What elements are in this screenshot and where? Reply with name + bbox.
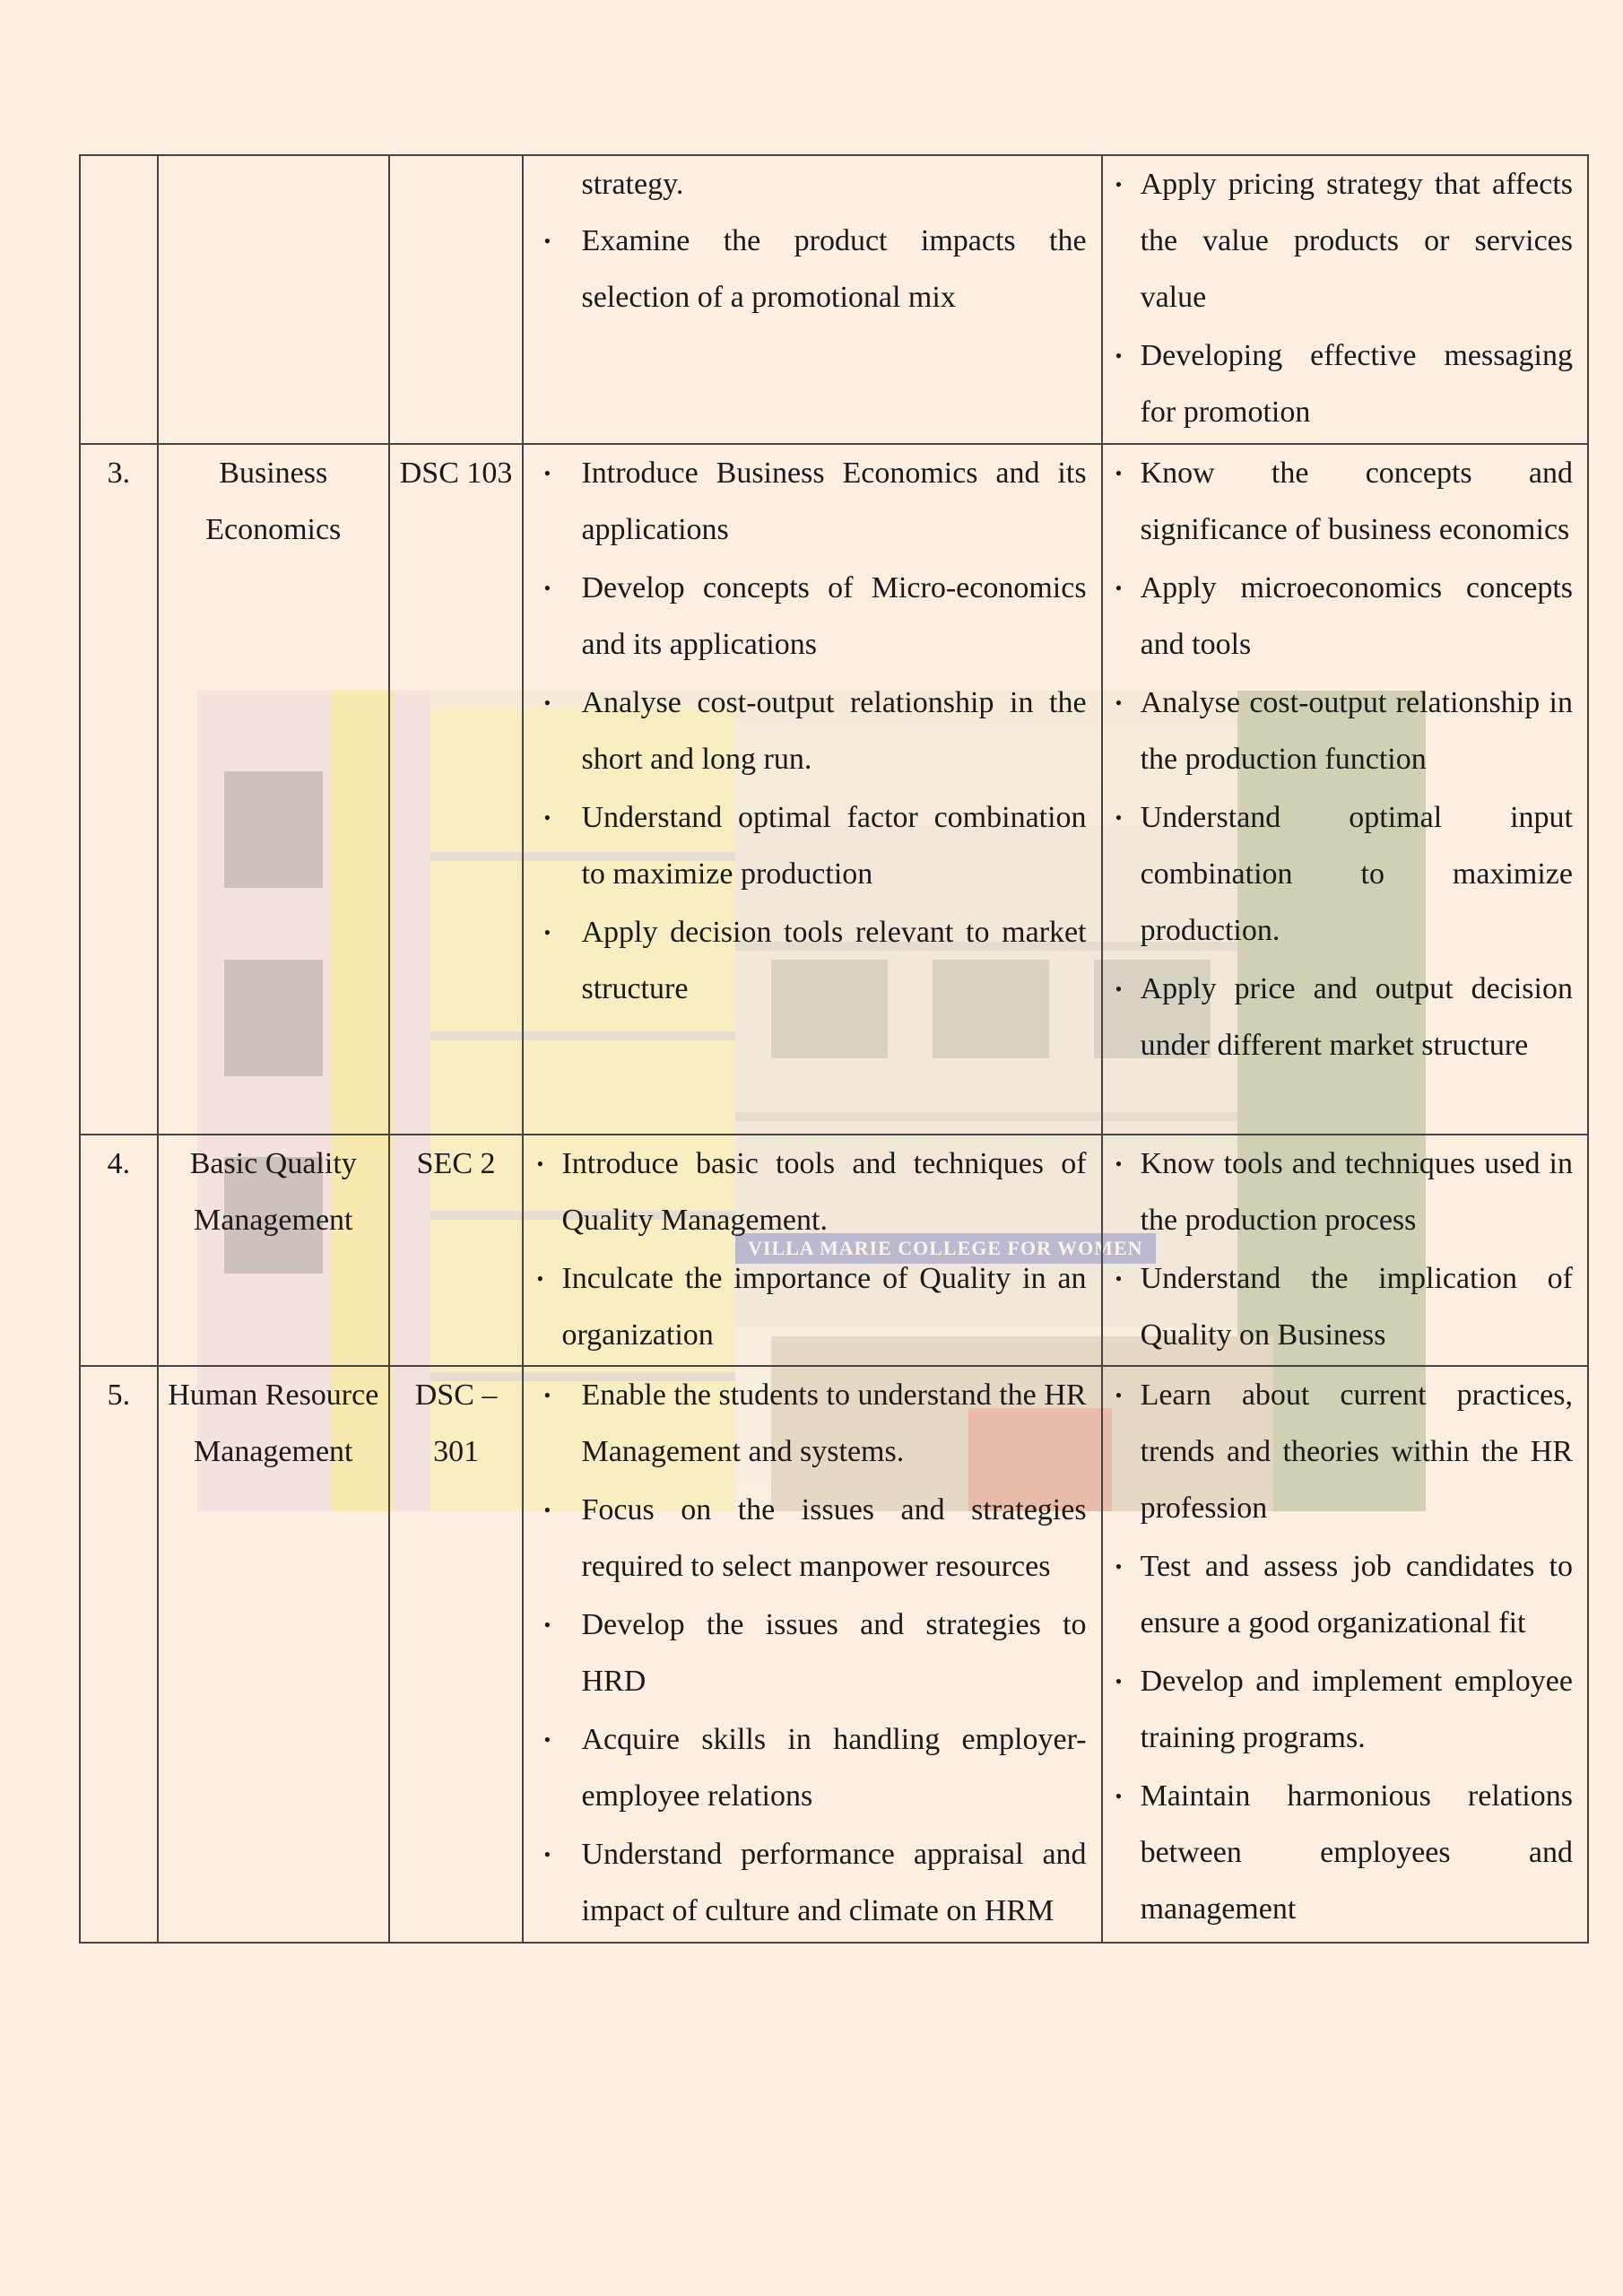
- course-code-cell: SEC 2: [389, 1135, 524, 1366]
- bullet-icon: •: [543, 1613, 551, 1636]
- course-code-cell: [389, 155, 524, 444]
- list-item: [1115, 1768, 1573, 1937]
- objective-text: Enable the students to understand the HR Management and systems.: [581, 1378, 1087, 1468]
- bullet-icon: •: [1115, 806, 1123, 829]
- bullet-icon: •: [543, 806, 551, 829]
- table-row: [80, 1366, 1588, 1943]
- outcome-text: Maintain harmonious relations between employees and management: [1140, 1779, 1573, 1926]
- bullet-icon: •: [1115, 1152, 1123, 1175]
- outcome-text: Apply microeconomics concepts and tools: [1140, 571, 1573, 661]
- objective-continued-text: strategy.: [581, 168, 684, 201]
- bullet-icon: •: [1115, 173, 1123, 196]
- list-item: [1115, 1135, 1573, 1248]
- list-item: [543, 1367, 1087, 1480]
- bullet-icon: •: [1115, 1267, 1123, 1290]
- list-item: [543, 1482, 1087, 1595]
- outcome-text: Understand optimal input combination to maximize production.: [1140, 801, 1573, 947]
- list-item: [536, 1135, 1087, 1248]
- bullet-icon: •: [536, 1267, 544, 1290]
- bullet-icon: •: [543, 230, 551, 252]
- objectives-cell: [523, 155, 1101, 444]
- list-item: [543, 445, 1087, 558]
- outcomes-list: [1103, 1367, 1587, 1937]
- bullet-icon: •: [1115, 691, 1123, 714]
- outcome-text: Know the concepts and significance of business economics: [1140, 457, 1573, 546]
- bullet-icon: •: [543, 1728, 551, 1751]
- outcomes-cell: [1102, 155, 1588, 444]
- list-item: [543, 560, 1087, 673]
- objectives-cell: [523, 1135, 1101, 1366]
- list-item: [1115, 1250, 1573, 1363]
- outcome-text: Develop and implement employee training programs.: [1140, 1665, 1573, 1754]
- outcomes-list: [1103, 156, 1587, 440]
- list-item: [1115, 445, 1573, 558]
- outcome-text: Learn about current practices, trends and theories within the HR profession: [1140, 1378, 1573, 1525]
- bullet-icon: •: [1115, 577, 1123, 599]
- bullet-icon: •: [1115, 462, 1123, 484]
- bullet-icon: •: [543, 1843, 551, 1866]
- list-item: [543, 1711, 1087, 1824]
- bullet-icon: •: [543, 691, 551, 714]
- list-item: [1115, 674, 1573, 787]
- course-name-cell: [158, 155, 389, 444]
- objective-text: Analyse cost-output relationship in the short and long run.: [581, 686, 1087, 776]
- list-item: [1115, 156, 1573, 326]
- bullet-icon: •: [543, 577, 551, 599]
- bullet-icon: •: [536, 1152, 544, 1175]
- outcome-text: Developing effective messaging for promotion: [1140, 339, 1573, 429]
- outcomes-cell: [1102, 444, 1588, 1135]
- list-item: [1115, 1538, 1573, 1651]
- bullet-icon: •: [1115, 978, 1123, 1000]
- outcome-text: Understand the implication of Quality on Business: [1140, 1262, 1573, 1352]
- list-item: [536, 1250, 1087, 1363]
- table-row: [80, 155, 1588, 444]
- outcomes-list: [1103, 1135, 1587, 1363]
- objective-text: Introduce Business Economics and its applications: [581, 457, 1087, 546]
- list-item: [1115, 789, 1573, 959]
- bullet-icon: •: [1115, 1670, 1123, 1692]
- list-item: [1115, 327, 1573, 440]
- bullet-icon: •: [543, 921, 551, 944]
- course-name-cell: Basic Quality Management: [158, 1135, 389, 1366]
- list-item: [543, 674, 1087, 787]
- objective-text: Examine the product impacts the selection of a promotional mix: [581, 224, 1087, 314]
- objective-text: Understand optimal factor combination to maximize production: [581, 801, 1087, 891]
- objectives-list: [524, 213, 1100, 326]
- list-item: [543, 1596, 1087, 1709]
- outcomes-cell: [1102, 1135, 1588, 1366]
- objective-text: Develop the issues and strategies to HRD: [581, 1608, 1087, 1698]
- watermark-caption: VILLA MARIE COLLEGE FOR WOMEN: [735, 1233, 1156, 1264]
- bullet-icon: •: [543, 1499, 551, 1521]
- objective-text: Acquire skills in handling employer-employee relations: [581, 1723, 1087, 1813]
- outcome-text: Apply pricing strategy that affects the value products or services value: [1140, 168, 1573, 314]
- list-item: [543, 1826, 1087, 1939]
- table-row: [80, 1135, 1588, 1366]
- bullet-icon: •: [1115, 1785, 1123, 1807]
- list-item: [543, 904, 1087, 1017]
- objective-text: Introduce basic tools and techniques of Quality Management.: [561, 1147, 1087, 1237]
- objective-text: Focus on the issues and strategies required to select manpower resources: [581, 1493, 1087, 1583]
- list-item: [1115, 961, 1573, 1074]
- course-outcomes-table: [79, 154, 1589, 1944]
- bullet-icon: •: [1115, 344, 1123, 367]
- objectives-list: [524, 1135, 1100, 1363]
- list-item: [1115, 1367, 1573, 1536]
- objective-text: Understand performance appraisal and impact of culture and climate on HRM: [581, 1838, 1087, 1927]
- serial-number-cell: 5.: [80, 1366, 158, 1943]
- outcomes-cell: [1102, 1366, 1588, 1943]
- outcome-text: Know tools and techniques used in the production process: [1140, 1147, 1573, 1237]
- course-code-cell: DSC 103: [389, 444, 524, 1135]
- course-code-cell: DSC – 301: [389, 1366, 524, 1943]
- bullet-icon: •: [1115, 1384, 1123, 1406]
- serial-number-cell: [80, 155, 158, 444]
- objective-text: Develop concepts of Micro-economics and its applications: [581, 571, 1087, 661]
- outcome-text: Analyse cost-output relationship in the production function: [1140, 686, 1573, 776]
- list-item: [543, 213, 1087, 326]
- outcome-text: Test and assess job candidates to ensure a good organizational fit: [1140, 1550, 1573, 1639]
- objective-text: Apply decision tools relevant to market structure: [581, 916, 1087, 1005]
- outcome-text: Apply price and output decision under different market structure: [1140, 972, 1573, 1062]
- serial-number-cell: 3.: [80, 444, 158, 1135]
- bullet-icon: •: [543, 462, 551, 484]
- objectives-cell: [523, 444, 1101, 1135]
- course-name-cell: Business Economics: [158, 444, 389, 1135]
- objectives-cell: [523, 1366, 1101, 1943]
- course-name-cell: Human Resource Management: [158, 1366, 389, 1943]
- outcomes-list: [1103, 445, 1587, 1074]
- serial-number-cell: 4.: [80, 1135, 158, 1366]
- objective-text: Inculcate the importance of Quality in an organization: [561, 1262, 1087, 1352]
- list-item: [1115, 1653, 1573, 1766]
- bullet-icon: •: [1115, 1555, 1123, 1578]
- list-item: [1115, 560, 1573, 673]
- objectives-list: [524, 445, 1100, 1017]
- list-item: [543, 789, 1087, 902]
- table-row: [80, 444, 1588, 1135]
- bullet-icon: •: [543, 1384, 551, 1406]
- objectives-list: [524, 1367, 1100, 1939]
